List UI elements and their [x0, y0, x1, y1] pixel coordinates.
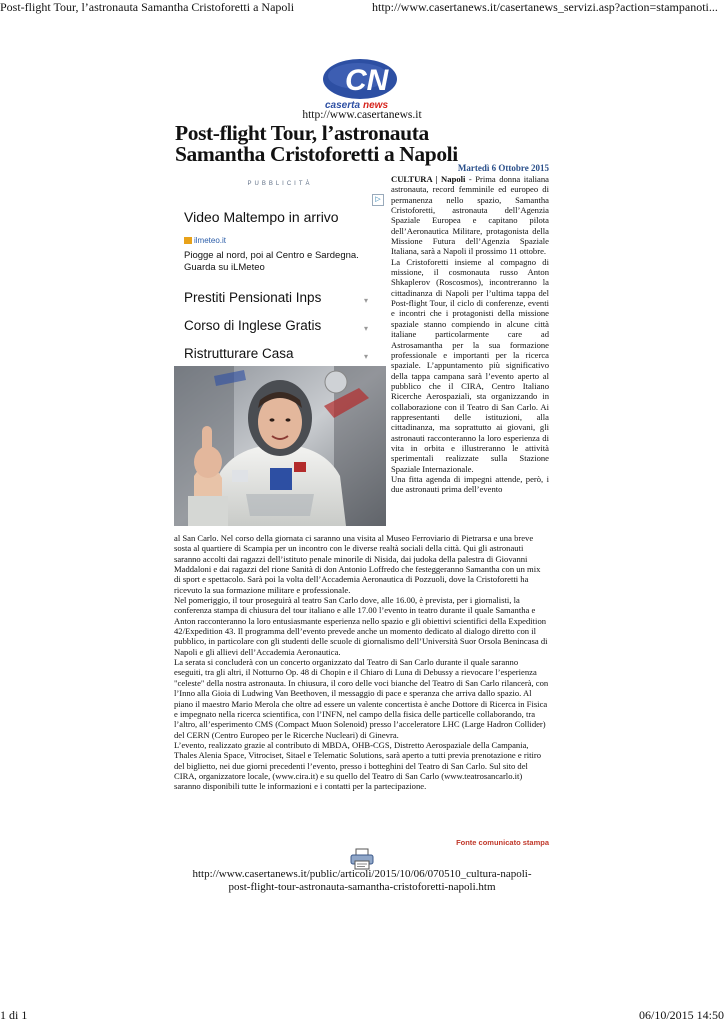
article-paragraph: L’evento, realizzato grazie al contributo di MBDA, OHB-CGS, Distretto Aerospaziale della Campania, Thales Alenia Space, Vitrociset, Sitael e Telematic Solutions, sarà aperto a tutti previa prenotazione e ritiro del biglietto, nei due giorni precedenti l’evento, presso i botteghini del Teatro di San Carlo. Sul sito del CIRA, organizzatore locale, (www.cira.it) e su quello del Teatro di San Carlo (www.teatrosancarlo.it) saranno disponibili tutte le informazioni e i contatti per la partecipazione. [174, 739, 542, 792]
article-source: Fonte comunicato stampa [456, 838, 549, 847]
casertanews-logo[interactable] [322, 58, 402, 110]
article-title [175, 123, 555, 165]
logo-word-caserta: caserta [325, 100, 361, 110]
article-title-line1: Post-flight Tour, l’astronauta [175, 121, 429, 145]
article-column [391, 174, 549, 495]
ad-text[interactable]: Piogge al nord, poi al Centro e Sardegna. Guarda su iLMeteo [184, 250, 359, 273]
astronaut-photo [174, 366, 386, 526]
article-body [174, 533, 549, 792]
article-paragraph: Una fitta agenda di impegni attende, però, i due astronauti prima dell’evento [391, 473, 549, 495]
article-paragraph: La Cristoforetti insieme al compagno di missione, il cosmonauta russo Anton Shkaplerov (Roscosmos), incontreranno la cittadinanza di Napoli per l’ultima tappa del Post-flight Tour, il ciclo di conferenze, eventi e incontri che i protagonisti della missione spaziale stanno compiendo in alcune città italiane particolarmente care ad Astrosamantha per la sua formazione professionale e importanti per la ricerca spaziale. L’appuntamento più significativo della tappa campana sarà l’evento aperto al pubblico che il CIRA, Centro Italiano Ricerche Aerospaziali, sta organizzando in collaborazione con il Teatro di San Carlo. Ai rappresentanti delle istituzioni, alla cittadinanza, ma soprattutto ai giovani, gli astronauti racconteranno la loro esperienza di vita in orbita e illustreranno le attività sperimentali realizzate sulla Stazione Spaziale Internazionale. [391, 256, 549, 474]
chevron-down-icon: ▾ [364, 296, 369, 305]
printer-icon[interactable] [350, 848, 374, 870]
site-url[interactable]: http://www.casertanews.it [302, 109, 422, 121]
print-header-url: http://www.casertanews.it/casertanews_servizi.asp?action=stampanoti... [372, 0, 718, 14]
chevron-down-icon: ▾ [364, 352, 369, 361]
print-header-title: Post-flight Tour, l’astronauta Samantha Cristoforetti a Napoli [0, 0, 295, 14]
article-url[interactable] [160, 868, 564, 894]
ad-link-label: Corso di Inglese Gratis [184, 318, 322, 333]
article-paragraph: Nel pomeriggio, il tour proseguirà al teatro San Carlo dove, alle 16.00, è prevista, per i giornalisti, la conferenza stampa di chiusura del tour italiano e alle 17.00 l’evento in teatro durante il quale Samantha e Anton racconteranno la loro entusiasmante esperienza nello spazio e gli obiettivi scientifici della Expedition 42/Expedition 43. Il programma dell’evento prevede anche un momento dedicato al dialogo diretto con il pubblico, in particolare con gli studenti delle scuole di giornalismo dell’Università Suor Orsola Benincasa di Napoli e gli allievi dell’Accademia Aeronautica. [174, 595, 548, 657]
article-title-line2: Samantha Cristoforetti a Napoli [175, 142, 458, 166]
ad-label: PUBBLICITÀ [247, 181, 313, 187]
print-footer-page: 1 di 1 [0, 1008, 28, 1022]
article-url-line1: http://www.casertanews.it/public/articoli/2015/10/06/070510_cultura-napoli- [192, 868, 532, 880]
ad-link-corso[interactable] [184, 318, 321, 333]
ad-link-label: Ristrutturare Casa [184, 346, 294, 361]
article-paragraph: La serata si concluderà con un concerto organizzato dal Teatro di San Carlo durante il quale saranno eseguiti, tra gli altri, il Notturno Op. 48 di Chopin e il Chiaro di Luna di Debussy a rievocare l’esperienza "celeste" della nostra astronauta. In chiusura, il coro delle voci bianche del Teatro di San Carlo rilancerà, con l’Inno alla Gioia di Ludwing Van Beethoven, il messaggio di pace e speranza che arriva dallo spazio. Al piano il maestro Mario Merola che oltre ad essere un valente concertista è anche Dottore di Ricerca in Fisica e impegnato nella ricerca scientifica, con l’INFN, nel campo della fisica delle particelle collaborando, tra l’altro, all’esperimento CMS (Compact Muon Solenoid) presso l’acceleratore LHC (Large Hadron Collider) del CERN (Centro Europeo per le Ricerche Nucleari) di Ginevra. [174, 657, 549, 740]
ilmeteo-icon [184, 237, 192, 244]
article-date: Martedì 6 Ottobre 2015 [457, 163, 549, 173]
ad-source-label: ilmeteo.it [194, 236, 227, 245]
logo-word-news: news [363, 100, 389, 110]
article-url-line2: post-flight-tour-astronauta-samantha-cristoforetti-napoli.htm [228, 881, 496, 893]
adchoices-icon[interactable]: ▷ [372, 194, 384, 206]
article-section: CULTURA | Napoli [391, 174, 466, 184]
ad-link-label: Prestiti Pensionati Inps [184, 290, 322, 305]
article-lead: - Prima donna italiana astronauta, record femminile ed europeo di permanenza nello spazio, Samantha Cristoforetti, astronauta dell’Agenzia Spaziale Europea e capitano pilota dell’Aeronautica Militare, protagonista della Missione Futura dell’Agenzia Spaziale Italiana, sarà a Napoli il prossimo 11 ottobre. [391, 174, 549, 257]
ad-link-prestiti[interactable] [184, 290, 321, 305]
ad-source[interactable] [184, 236, 226, 245]
article-paragraph: al San Carlo. Nel corso della giornata ci saranno una visita al Museo Ferroviario di Pietrarsa e una breve sosta al quartiere di Scampia per un incontro con le diverse realtà sociali della città. Qui gli astronauti saranno accolti dai ragazzi dell’istituto penale minorile di Nisida, dai judoka della palestra di Giovanni Maddaloni e dai ragazzi del rione Sanità di don Antonio Loffredo che festeggeranno Samantha con un mix di sport e spettacolo. Sarà poi la volta dell’Accademia Aeronautica di Pozzuoli, dove la Cristoforetti ha ricevuto la sua formazione militare e professionale. [174, 533, 541, 595]
chevron-down-icon: ▾ [364, 324, 369, 333]
logo-letters: CN [345, 64, 389, 97]
ad-headline[interactable]: Video Maltempo in arrivo [184, 209, 339, 225]
ad-link-ristrutturare[interactable] [184, 346, 294, 361]
print-footer-datetime: 06/10/2015 14:50 [638, 1008, 724, 1022]
